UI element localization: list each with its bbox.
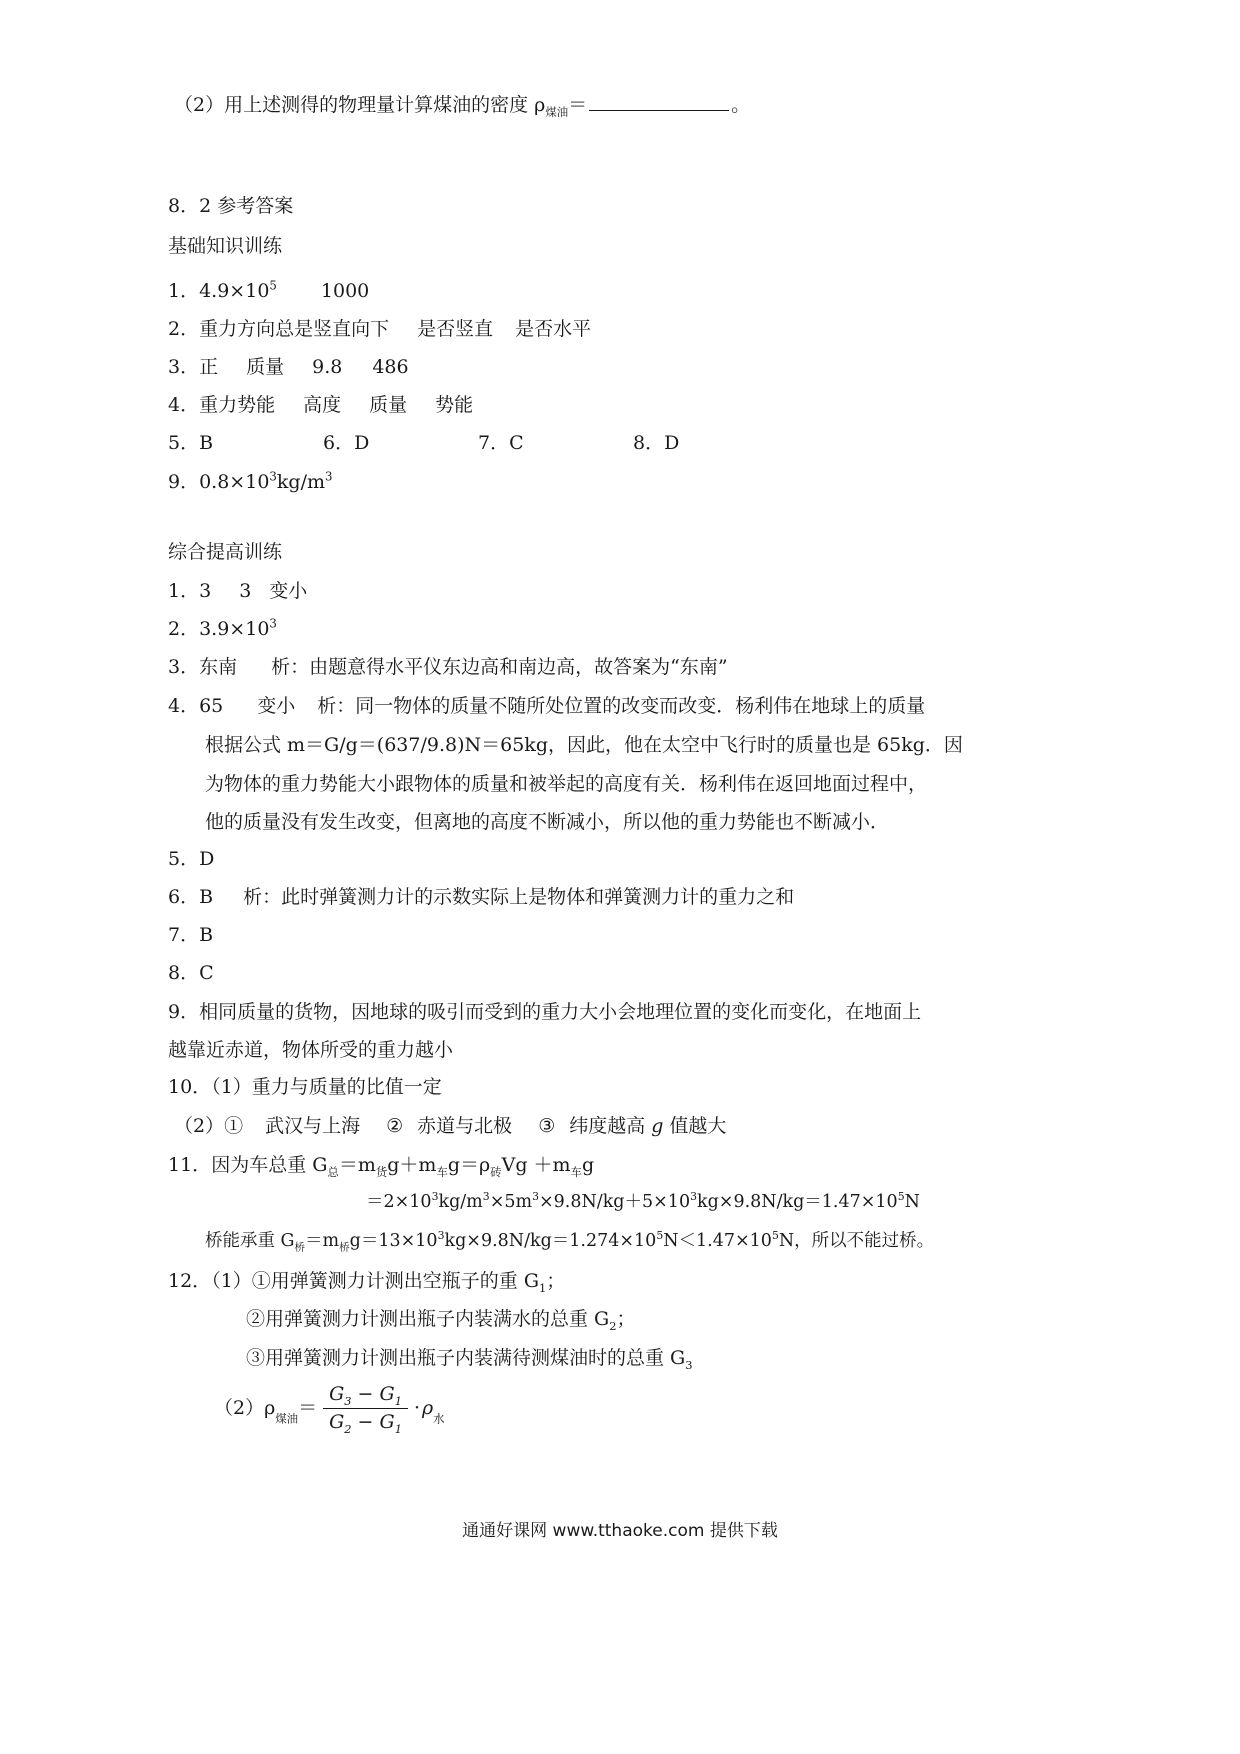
circled-number: ③ — [538, 1115, 556, 1137]
formula-prefix: （2）ρ — [214, 1397, 276, 1419]
answer-item — [633, 434, 679, 453]
advanced-answer-10-line-1 — [168, 1078, 442, 1097]
analysis-text: 析：此时弹簧测力计的示数实际上是物体和弹簧测力计的重力之和 — [243, 886, 795, 908]
advanced-answer-12-line-3 — [246, 1347, 693, 1372]
answer-text: （1）重力与质量的比值一定 — [211, 1076, 442, 1098]
answer-value: 65 — [199, 695, 224, 717]
answer-choice: C — [199, 962, 214, 984]
answer-value: 3.9×10 — [199, 618, 270, 640]
equals-sign: ＝ — [298, 1397, 318, 1419]
page-footer: 通通好课网 www.tthaoke.com 提供下载 — [462, 1521, 778, 1541]
item-number: 10． — [168, 1076, 212, 1098]
exponent: 5 — [656, 1229, 664, 1243]
answer-value: 9.8 — [312, 356, 343, 378]
answer-value: 1000 — [320, 280, 370, 302]
formula-part: Vg ＋m — [501, 1154, 571, 1176]
subscript: 3 — [685, 1357, 693, 1372]
exponent: 3 — [431, 1190, 439, 1204]
formula-part: N＜1.47×10 — [663, 1231, 772, 1251]
advanced-answer-10-line-2 — [174, 1117, 726, 1136]
exponent: 3 — [437, 1229, 445, 1243]
answer-text: 变小 — [257, 695, 296, 717]
item-number: 11． — [168, 1154, 212, 1176]
analysis-text: 析：同一物体的质量不随所处位置的改变而改变．杨利伟在地球上的质量 — [317, 695, 926, 717]
advanced-answer-4-line-1 — [168, 697, 925, 716]
subscript: 2 — [609, 1318, 617, 1333]
answer-text: 相同质量的货物，因地球的吸引而受到的重力大小会地理位置的变化而变化，在地面上 — [199, 1001, 922, 1023]
answer-value: 0.8×10 — [199, 471, 270, 493]
formula-part: kg×9.8N/kg＝1.47×10 — [696, 1192, 898, 1212]
sub-number: （2） — [174, 1115, 225, 1137]
advanced-answer-12-line-1 — [168, 1270, 566, 1295]
answer-text: 是否竖直 — [417, 318, 494, 340]
answer-value: 3 — [239, 580, 252, 602]
basic-heading: 基础知识训练 — [168, 235, 283, 257]
answer-text: 变小 — [269, 580, 308, 602]
formula-part: ＝m — [305, 1231, 340, 1251]
variable-g: g — [651, 1115, 664, 1137]
answer-choice: B — [199, 432, 214, 454]
item-number: 4． — [168, 695, 200, 717]
operator: − — [351, 1411, 380, 1433]
answer-text: 重力方向总是竖直向下 — [199, 318, 390, 340]
answer-choice: D — [199, 848, 215, 870]
rho-symbol: ρ — [422, 1397, 434, 1419]
subscript: 车 — [436, 1164, 448, 1179]
subscript: 煤油 — [545, 104, 569, 119]
var: G — [379, 1383, 395, 1405]
advanced-answer-6 — [168, 888, 794, 907]
item-number: 4． — [168, 394, 200, 416]
fraction-denominator — [323, 1409, 408, 1436]
subscript: 砖 — [490, 1164, 502, 1179]
subscript: 3 — [344, 1393, 352, 1408]
formula-part: N，所以不能过桥。 — [778, 1231, 935, 1251]
advanced-answer-11-line-3 — [205, 1229, 935, 1254]
answer-value: 4.9×10 — [199, 280, 270, 302]
basic-answer-2 — [168, 320, 591, 339]
item-number: 7． — [168, 924, 200, 946]
formula-part: ×9.8N/kg＋5×10 — [539, 1192, 691, 1212]
answer-choice: C — [509, 432, 524, 454]
item-number: 6． — [168, 886, 200, 908]
answer-value: 486 — [372, 356, 409, 378]
advanced-answer-11-line-2 — [366, 1190, 920, 1212]
answer-text: 纬度越高 — [569, 1115, 646, 1137]
formula-part: kg/m — [438, 1192, 483, 1212]
item-number: 1． — [168, 580, 200, 602]
period: 。 — [731, 94, 751, 116]
exponent: 3 — [690, 1190, 697, 1204]
advanced-answer-4-line-2: 根据公式 m＝G/g＝(637/9.8)N＝65kg，因此，他在太空中飞行时的质量也是 65kg．因 — [205, 734, 963, 756]
formula-part: 因为车总重 G — [211, 1154, 328, 1176]
answer-item — [168, 434, 323, 453]
answer-item — [323, 434, 478, 453]
formula-part: ×5m — [489, 1192, 533, 1212]
formula-part: g＝ρ — [447, 1154, 491, 1176]
circled-number: ② — [386, 1115, 404, 1137]
answer-blank — [589, 92, 729, 111]
answer-text: 质量 — [246, 356, 285, 378]
advanced-answer-8 — [168, 964, 214, 983]
formula-part: 桥能承重 G — [205, 1231, 295, 1251]
advanced-answer-9-line-2: 越靠近赤道，物体所受的重力越小 — [168, 1039, 454, 1061]
answer-choice: D — [664, 432, 680, 454]
advanced-heading: 综合提高训练 — [168, 541, 283, 563]
formula-part: g＋m — [387, 1154, 437, 1176]
answer-value: 3 — [199, 580, 212, 602]
advanced-answer-7 — [168, 926, 213, 945]
answer-text: ③用弹簧测力计测出瓶子内装满待测煤油时的总重 G — [246, 1347, 686, 1369]
answer-choice: B — [199, 924, 214, 946]
item-number: 3． — [168, 656, 200, 678]
basic-answer-5-8 — [168, 434, 679, 453]
item-number: 2． — [168, 618, 200, 640]
subscript: 1 — [539, 1280, 547, 1295]
advanced-answer-3 — [168, 658, 728, 677]
advanced-answer-9-line-1 — [168, 1003, 921, 1022]
answer-text: 高度 — [303, 394, 342, 416]
answer-text: 值越大 — [669, 1115, 727, 1137]
answer-item — [478, 434, 633, 453]
subscript: 2 — [344, 1421, 352, 1436]
operator: − — [351, 1383, 380, 1405]
item-number: 5． — [168, 848, 200, 870]
subscript: 1 — [394, 1393, 402, 1408]
advanced-answer-11-line-1 — [168, 1154, 595, 1179]
answer-choice: D — [354, 432, 370, 454]
advanced-answer-4-line-4: 他的质量没有发生改变，但离地的高度不断减小，所以他的重力势能也不断减小． — [205, 811, 890, 833]
var: G — [329, 1383, 345, 1405]
answer-text: （1）①用弹簧测力计测出空瓶子的重 G — [211, 1270, 539, 1292]
answer-text: 赤道与北极 — [417, 1115, 513, 1137]
top-question-line — [174, 92, 751, 119]
circled-number: ① — [224, 1115, 244, 1137]
punctuation: ； — [616, 1308, 636, 1330]
subscript: 车 — [570, 1164, 582, 1179]
exponent: 3 — [532, 1190, 539, 1204]
advanced-answer-4-line-3: 为物体的重力势能大小跟物体的质量和被举起的高度有关．杨利伟在返回地面过程中， — [205, 773, 928, 795]
var: G — [329, 1411, 345, 1433]
section-title: 8．2 参考答案 — [168, 195, 294, 217]
density-fraction — [323, 1383, 408, 1436]
subscript: 货 — [375, 1164, 388, 1179]
advanced-answer-12-formula — [214, 1383, 445, 1436]
subscript: 桥 — [339, 1241, 350, 1254]
exponent: 3 — [269, 616, 277, 631]
answer-text: ②用弹簧测力计测出瓶子内装满水的总重 G — [246, 1308, 610, 1330]
item-number: 1． — [168, 280, 200, 302]
answer-text: 是否水平 — [515, 318, 592, 340]
advanced-answer-5 — [168, 850, 214, 869]
formula-part: ＝m — [338, 1154, 376, 1176]
item-number: 8． — [168, 962, 200, 984]
formula-part: ＝2×10 — [366, 1192, 432, 1212]
fraction-numerator — [323, 1385, 408, 1409]
subscript: 煤油 — [275, 1411, 299, 1426]
formula-part: g＝13×10 — [349, 1231, 438, 1251]
item-number: 5． — [168, 432, 200, 454]
answer-text: 势能 — [435, 394, 474, 416]
analysis-text: 析：由题意得水平仪东边高和南边高，故答案为“东南” — [271, 656, 728, 678]
answer-text: 东南 — [199, 656, 238, 678]
exponent: 5 — [771, 1229, 779, 1243]
item-number: 8． — [633, 432, 665, 454]
answer-text: 质量 — [369, 394, 408, 416]
item-number: 6． — [323, 432, 355, 454]
answer-choice: B — [199, 886, 214, 908]
item-number: 9． — [168, 471, 200, 493]
item-number: 2． — [168, 318, 200, 340]
answer-text: 正 — [199, 356, 219, 378]
question-text: （2）用上述测得的物理量计算煤油的密度 ρ — [174, 94, 546, 116]
advanced-answer-12-line-2 — [246, 1308, 636, 1333]
item-number: 9． — [168, 1001, 200, 1023]
equals-sign: ＝ — [568, 94, 588, 116]
exponent: 5 — [269, 278, 277, 293]
answer-text: 重力势能 — [199, 394, 276, 416]
basic-answer-3 — [168, 358, 409, 377]
subscript: 水 — [433, 1411, 445, 1426]
dot-operator: · — [413, 1397, 420, 1419]
unit: kg/m — [276, 471, 326, 493]
formula-part: g — [581, 1154, 595, 1176]
advanced-answer-2 — [168, 616, 277, 640]
exponent: 3 — [482, 1190, 490, 1204]
var: G — [379, 1411, 395, 1433]
basic-answer-1 — [168, 278, 370, 302]
formula-part: N — [904, 1192, 920, 1212]
exponent: 3 — [325, 469, 333, 484]
formula-part: kg×9.8N/kg＝1.274×10 — [444, 1231, 657, 1251]
advanced-answer-1 — [168, 582, 307, 601]
exponent: 5 — [897, 1190, 905, 1204]
item-number: 3． — [168, 356, 200, 378]
subscript: 总 — [327, 1164, 339, 1179]
item-number: 12． — [168, 1270, 212, 1292]
basic-answer-4 — [168, 396, 473, 415]
exponent: 3 — [269, 469, 277, 484]
subscript: 1 — [394, 1421, 402, 1436]
punctuation: ； — [546, 1270, 566, 1292]
item-number: 7． — [478, 432, 510, 454]
answer-text: 武汉与上海 — [265, 1115, 361, 1137]
subscript: 桥 — [294, 1241, 306, 1254]
basic-answer-9 — [168, 469, 333, 493]
